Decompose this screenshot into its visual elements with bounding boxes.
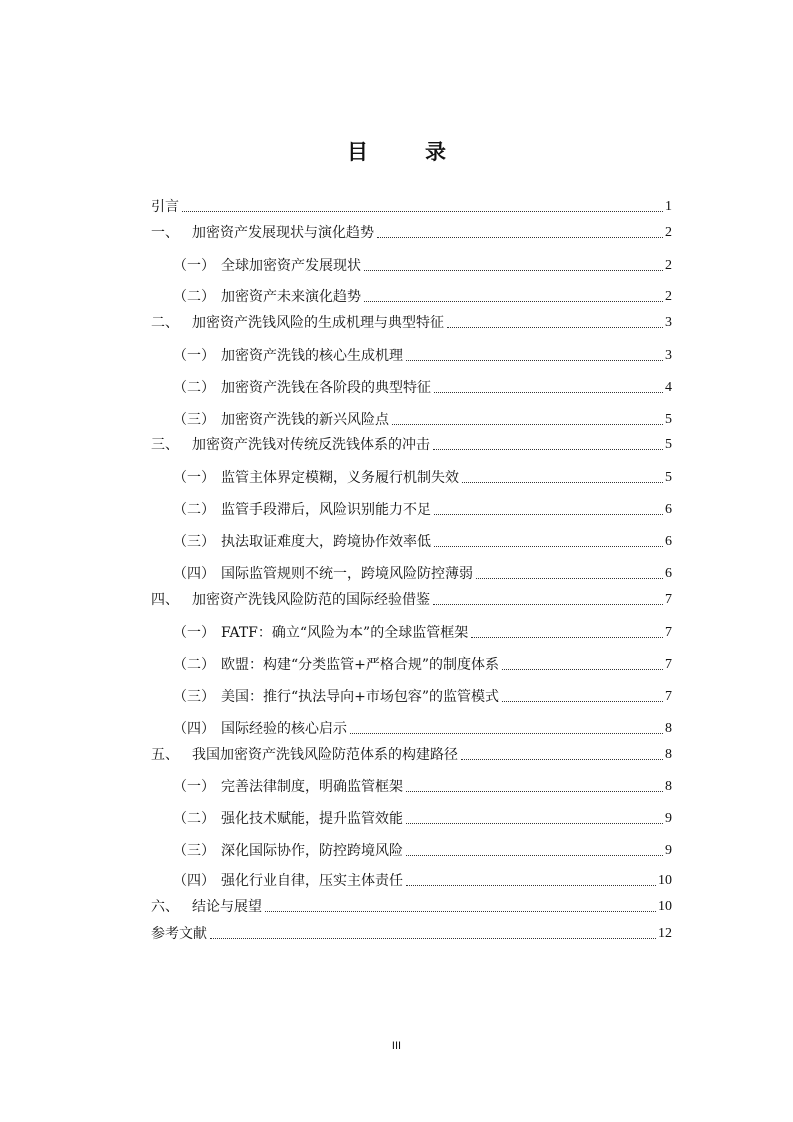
toc-entry-page: 7 bbox=[665, 689, 672, 704]
toc-entry[interactable] bbox=[151, 313, 672, 333]
toc-entry-label: 加密资产洗钱的新兴风险点 bbox=[221, 412, 389, 428]
dot-leader bbox=[447, 326, 663, 328]
toc-entry-page: 8 bbox=[665, 747, 672, 762]
toc-entry-number: 四、 bbox=[151, 592, 179, 608]
toc-entry-label: 国际监管规则不统一，跨境风险防控薄弱 bbox=[221, 566, 473, 582]
toc-entry[interactable] bbox=[151, 223, 672, 243]
toc-entry-label: 加密资产未来演化趋势 bbox=[221, 289, 361, 305]
toc-entry-number: （一） bbox=[173, 258, 215, 274]
toc-entry-page: 3 bbox=[665, 315, 672, 330]
toc-entry-number: 五、 bbox=[151, 747, 179, 763]
toc-entry-label: 加密资产发展现状与演化趋势 bbox=[192, 225, 374, 241]
toc-entry[interactable] bbox=[173, 256, 672, 276]
dot-leader bbox=[364, 300, 663, 302]
toc-entry-number: 一、 bbox=[151, 225, 179, 241]
toc-entry-label: 加密资产洗钱风险的生成机理与典型特征 bbox=[192, 315, 444, 331]
toc-entry-label: 加密资产洗钱对传统反洗钱体系的冲击 bbox=[192, 437, 430, 453]
toc-entry-page: 3 bbox=[665, 348, 672, 363]
dot-leader bbox=[433, 603, 663, 605]
toc-entry[interactable] bbox=[173, 500, 672, 520]
toc-entry[interactable] bbox=[173, 655, 672, 675]
toc-entry-label: 引言 bbox=[151, 199, 179, 215]
toc-entry[interactable] bbox=[173, 410, 672, 430]
toc-entry-number: （三） bbox=[173, 843, 215, 859]
toc-entry-page: 9 bbox=[665, 843, 672, 858]
toc-entry[interactable] bbox=[173, 564, 672, 584]
dot-leader bbox=[210, 937, 656, 939]
toc-entry-page: 2 bbox=[665, 258, 672, 273]
toc-entry-number: （三） bbox=[173, 534, 215, 550]
toc-entry-number: （二） bbox=[173, 811, 215, 827]
dot-leader bbox=[406, 854, 663, 856]
toc-entry-label: 强化行业自律，压实主体责任 bbox=[221, 873, 403, 889]
toc-entry-page: 6 bbox=[665, 502, 672, 517]
toc-entry-page: 6 bbox=[665, 534, 672, 549]
toc-entry-number: （四） bbox=[173, 873, 215, 889]
toc-entry-label: 加密资产洗钱风险防范的国际经验借鉴 bbox=[192, 592, 430, 608]
toc-entry-label: FATF：确立“风险为本”的全球监管框架 bbox=[221, 625, 469, 641]
dot-leader bbox=[433, 448, 663, 450]
toc-entry-label: 监管手段滞后，风险识别能力不足 bbox=[221, 502, 431, 518]
toc-entry-page: 10 bbox=[658, 899, 672, 914]
dot-leader bbox=[434, 513, 663, 515]
dot-leader bbox=[476, 577, 663, 579]
toc-entry[interactable] bbox=[173, 777, 672, 797]
toc-entry-number: 三、 bbox=[151, 437, 179, 453]
toc-entry[interactable] bbox=[173, 809, 672, 829]
toc-entry-label: 国际经验的核心启示 bbox=[221, 721, 347, 737]
toc-entry-page: 6 bbox=[665, 566, 672, 581]
toc-entry-number: （三） bbox=[173, 412, 215, 428]
toc-entry-number: （二） bbox=[173, 502, 215, 518]
toc-entry-number: （二） bbox=[173, 289, 215, 305]
dot-leader bbox=[350, 732, 663, 734]
toc-entry-label: 监管主体界定模糊，义务履行机制失效 bbox=[221, 470, 459, 486]
toc-entry-page: 12 bbox=[658, 926, 672, 941]
toc-entry[interactable] bbox=[151, 435, 672, 455]
dot-leader bbox=[502, 668, 663, 670]
toc-title: 目 录 bbox=[347, 140, 464, 164]
toc-entry-page: 5 bbox=[665, 437, 672, 452]
toc-entry[interactable] bbox=[173, 871, 672, 891]
toc-entry[interactable] bbox=[173, 346, 672, 366]
toc-entry[interactable] bbox=[151, 897, 672, 917]
dot-leader bbox=[392, 423, 663, 425]
toc-entry-label: 执法取证难度大，跨境协作效率低 bbox=[221, 534, 431, 550]
toc-entry-label: 我国加密资产洗钱风险防范体系的构建路径 bbox=[192, 747, 458, 763]
toc-entry-number: （四） bbox=[173, 566, 215, 582]
toc-entry[interactable] bbox=[173, 287, 672, 307]
dot-leader bbox=[182, 210, 663, 212]
toc-entry-page: 2 bbox=[665, 289, 672, 304]
dot-leader bbox=[471, 636, 663, 638]
toc-entry-label: 完善法律制度，明确监管框架 bbox=[221, 779, 403, 795]
toc-entry-number: （二） bbox=[173, 657, 215, 673]
dot-leader bbox=[434, 391, 663, 393]
toc-entry-page: 2 bbox=[665, 225, 672, 240]
toc-entry-number: （一） bbox=[173, 348, 215, 364]
toc-entry-page: 5 bbox=[665, 412, 672, 427]
dot-leader bbox=[406, 884, 656, 886]
toc-entry-label: 参考文献 bbox=[151, 926, 207, 942]
page-number: III bbox=[391, 1040, 402, 1052]
toc-entry-number: （一） bbox=[173, 779, 215, 795]
toc-entry-number: 六、 bbox=[151, 899, 179, 915]
toc-entry-number: 二、 bbox=[151, 315, 179, 331]
toc-entry-page: 5 bbox=[665, 470, 672, 485]
dot-leader bbox=[406, 359, 663, 361]
toc-entry[interactable] bbox=[151, 590, 672, 610]
toc-entry-number: （二） bbox=[173, 380, 215, 396]
toc-entry-page: 8 bbox=[665, 779, 672, 794]
toc-entry[interactable] bbox=[173, 719, 672, 739]
toc-entry[interactable] bbox=[151, 745, 672, 765]
toc-entry-number: （一） bbox=[173, 625, 215, 641]
toc-entry-page: 4 bbox=[665, 380, 672, 395]
dot-leader bbox=[462, 481, 663, 483]
toc-entry-label: 美国：推行“执法导向+市场包容”的监管模式 bbox=[221, 689, 500, 705]
toc-entry-label: 深化国际协作，防控跨境风险 bbox=[221, 843, 403, 859]
toc-entry-number: （四） bbox=[173, 721, 215, 737]
toc-entry-label: 结论与展望 bbox=[192, 899, 262, 915]
toc-entry[interactable] bbox=[173, 532, 672, 552]
dot-leader bbox=[364, 269, 663, 271]
toc-entry[interactable] bbox=[173, 378, 672, 398]
toc-entry-page: 9 bbox=[665, 811, 672, 826]
toc-entry[interactable] bbox=[173, 468, 672, 488]
dot-leader bbox=[461, 758, 663, 760]
toc-entry-page: 10 bbox=[658, 873, 672, 888]
dot-leader bbox=[377, 236, 663, 238]
toc-entry[interactable] bbox=[173, 623, 672, 643]
toc-entry[interactable] bbox=[151, 197, 672, 217]
toc-entry-page: 8 bbox=[665, 721, 672, 736]
toc-entry-number: （一） bbox=[173, 470, 215, 486]
dot-leader bbox=[502, 700, 663, 702]
toc-entry-label: 强化技术赋能，提升监管效能 bbox=[221, 811, 403, 827]
dot-leader bbox=[265, 910, 656, 912]
dot-leader bbox=[406, 822, 663, 824]
toc-entry[interactable] bbox=[151, 924, 672, 944]
toc-entry[interactable] bbox=[173, 687, 672, 707]
toc-entry-page: 7 bbox=[665, 592, 672, 607]
toc-entry-page: 7 bbox=[665, 625, 672, 640]
toc-entry-label: 欧盟：构建“分类监管+严格合规”的制度体系 bbox=[221, 657, 500, 673]
toc-entry-label: 加密资产洗钱的核心生成机理 bbox=[221, 348, 403, 364]
toc-entry-page: 1 bbox=[665, 199, 672, 214]
toc-entry-number: （三） bbox=[173, 689, 215, 705]
toc-entry-label: 全球加密资产发展现状 bbox=[221, 258, 361, 274]
dot-leader bbox=[406, 790, 663, 792]
dot-leader bbox=[434, 545, 663, 547]
toc-entry-page: 7 bbox=[665, 657, 672, 672]
toc-entry[interactable] bbox=[173, 841, 672, 861]
toc-entry-label: 加密资产洗钱在各阶段的典型特征 bbox=[221, 380, 431, 396]
